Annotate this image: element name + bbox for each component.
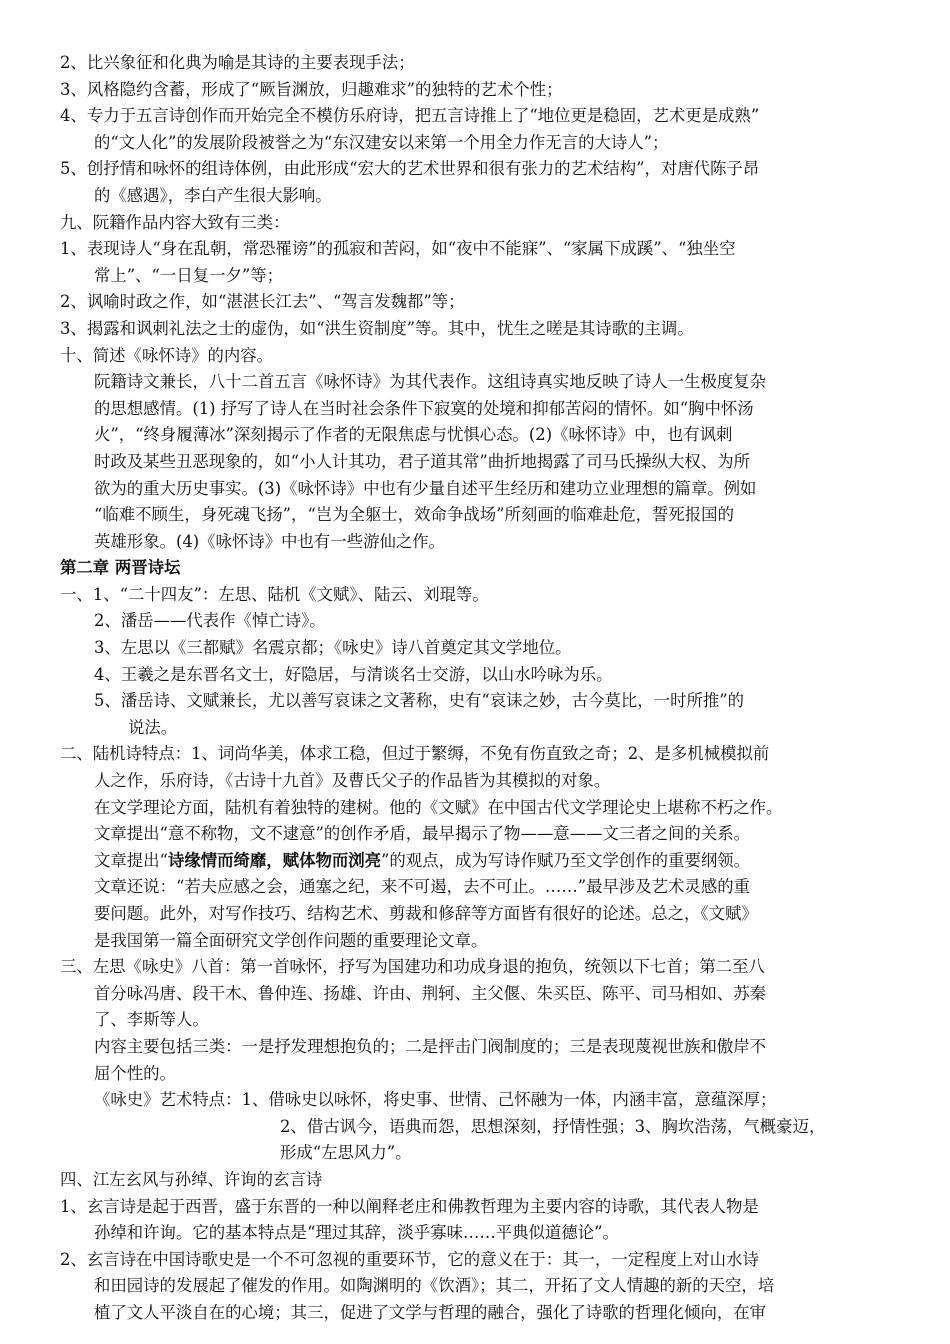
text-line: 2、比兴象征和化典为喻是其诗的主要表现手法； [60,53,415,72]
text-line: 3、揭露和讽刺礼法之士的虚伪，如“洪生资制度”等。其中，忧生之嗟是其诗歌的主调。 [60,318,694,338]
text-line: 了、李斯等人。 [94,1010,209,1030]
text-line: 文章提出“意不称物，文不逮意”的创作矛盾，最早揭示了物——意——文三者之间的关系。 [94,824,750,844]
text-line: 2、借古讽今，语典而怨，思想深刻，抒情性强；3、胸坎浩荡，气概豪迈， [280,1116,826,1136]
bold-quote: 诗缘情而绮靡，赋体物而浏亮 [167,850,382,870]
text-line: 英雄形象。(4)《咏怀诗》中也有一些游仙之作。 [94,531,446,551]
text-span: ”的观点，成为写诗作赋乃至文学创作的重要纲领。 [381,850,751,870]
text-line: 说法。 [128,717,178,737]
text-line [60,848,890,875]
text-line: 一、1、“二十四友”：左思、陆机《文赋》、陆云、刘琨等。 [60,584,489,604]
text-line: 4、王羲之是东晋名文士，好隐居，与清谈名士交游，以山水吟咏为乐。 [94,664,613,684]
text-line: 欲为的重大历史事实。(3)《咏怀诗》中也有少量自述平生经历和建功立业理想的篇章。例如 [94,478,757,498]
text-line: “临难不顾生，身死魂飞扬”，“岂为全躯士，效命争战场”所刻画的临难赴危，誓死报国的 [94,505,734,525]
text-line: 和田园诗的发展起了催发的作用。如陶渊明的《饮酒》；其二，开拓了文人情趣的新的天空，培 [94,1276,775,1296]
text-line: 的“文人化”的发展阶段被誉之为“东汉建安以来第一个用全力作无言的大诗人”； [94,132,669,152]
text-line: 2、玄言诗在中国诗歌史是一个不可忽视的重要环节，它的意义在于：其一，一定程度上对山水诗 [60,1249,759,1269]
text-line: 九、阮籍作品内容大致有三类： [60,212,290,232]
text-line: 3、左思以《三都赋》名震京都；《咏史》诗八首奠定其文学地位。 [94,638,572,658]
text-line: 1、玄言诗是起于西晋，盛于东晋的一种以阐释老庄和佛教哲理为主要内容的诗歌，其代表人物是 [60,1196,759,1216]
text-line: 火”，“终身履薄冰”深刻揭示了作者的无限焦虑与忧惧心态。(2)《咏怀诗》中，也有讽刺 [94,425,733,445]
text-line: 植了文人平淡自在的心境；其三，促进了文学与哲理的融合，强化了诗歌的哲理化倾向，在审 [94,1302,767,1322]
text-line: 首分咏冯唐、段干木、鲁仲连、扬雄、许由、荆轲、主父偃、朱买臣、陈平、司马相如、苏秦 [94,983,767,1003]
text-line: 时政及某些丑恶现象的，如“小人计其功，君子道其常”曲折地揭露了司马氏操纵大权、为所 [94,451,750,471]
text-line: 内容主要包括三类：一是抒发理想抱负的；二是抨击门阀制度的；三是表现蔑视世族和傲岸不 [94,1036,767,1056]
chapter-heading: 第二章 两晋诗坛 [60,558,181,578]
text-line: 二、陆机诗特点：1、词尚华美，体求工稳，但过于繁缛，不免有伤直致之奇；2、是多机械模拟前 [60,744,770,764]
text-line: 屈个性的。 [94,1063,176,1083]
text-line: 要问题。此外，对写作技巧、结构艺术、剪裁和修辞等方面皆有很好的论述。总之，《文赋》 [94,904,758,923]
text-line: 人之作，乐府诗，《古诗十九首》及曹氏父子的作品皆为其模拟的对象。 [94,771,611,791]
text-line: 是我国第一篇全面研究文学创作问题的重要理论文章。 [94,930,488,950]
text-line: 5、创抒情和咏怀的组诗体例，由此形成“宏大的艺术世界和很有张力的艺术结构”，对唐代陈子昂 [60,159,760,179]
text-line: 孙绰和许询。它的基本特点是“理过其辞，淡乎寡味……平典似道德论”。 [94,1223,619,1243]
text-line: 的《感遇》，李白产生很大影响。 [94,185,332,205]
text-line: 5、潘岳诗、文赋兼长，尤以善写哀诔之文著称，史有“哀诔之妙，古今莫比，一时所推”的 [94,691,745,711]
text-line: 3、风格隐约含蓄，形成了“厥旨渊放，归趣难求”的独特的艺术个性； [60,79,563,99]
text-line: 四、江左玄风与孙绰、许询的玄言诗 [60,1169,323,1189]
text-line: 《咏史》艺术特点：1、借咏史以咏怀，将史事、世情、己怀融为一体，内涵丰富，意蕴深厚； [94,1090,777,1110]
text-line: 常上”、“一日复一夕”等； [94,265,284,285]
text-line: 2、潘岳——代表作《悼亡诗》。 [94,611,326,631]
text-line: 在文学理论方面，陆机有着独特的建树。他的《文赋》在中国古代文学理论史上堪称不朽之作。 [94,797,783,817]
text-line: 形成“左思风力”。 [280,1143,412,1163]
text-line: 文章还说：“若夫应感之会，通塞之纪，来不可遏，去不可止。……”最早涉及艺术灵感的重 [94,877,750,897]
text-span: 文章提出“ [94,850,168,870]
text-line: 2、讽喻时政之作，如“湛湛长江去”、“驾言发魏都”等； [60,292,465,312]
text-line: 十、简述《咏怀诗》的内容。 [60,345,274,365]
text-line: 4、专力于五言诗创作而开始完全不模仿乐府诗，把五言诗推上了“地位更是稳固，艺术更是成熟” [60,106,760,126]
text-line: 阮籍诗文兼长，八十二首五言《咏怀诗》为其代表作。这组诗真实地反映了诗人一生极度复杂 [94,372,767,392]
text-line: 三、左思《咏史》八首：第一首咏怀，抒写为国建功和功成身退的抱负，统领以下七首；第二至八 [60,957,765,977]
text-line: 1、表现诗人“身在乱朝，常恐罹谤”的孤寂和苦闷，如“夜中不能寐”、“家属下成蹊”、“独坐空 [60,239,736,259]
text-line: 的思想感情。(1) 抒写了诗人在当时社会条件下寂寞的处境和抑郁苦闷的情怀。如“胸中怀汤 [94,398,754,418]
